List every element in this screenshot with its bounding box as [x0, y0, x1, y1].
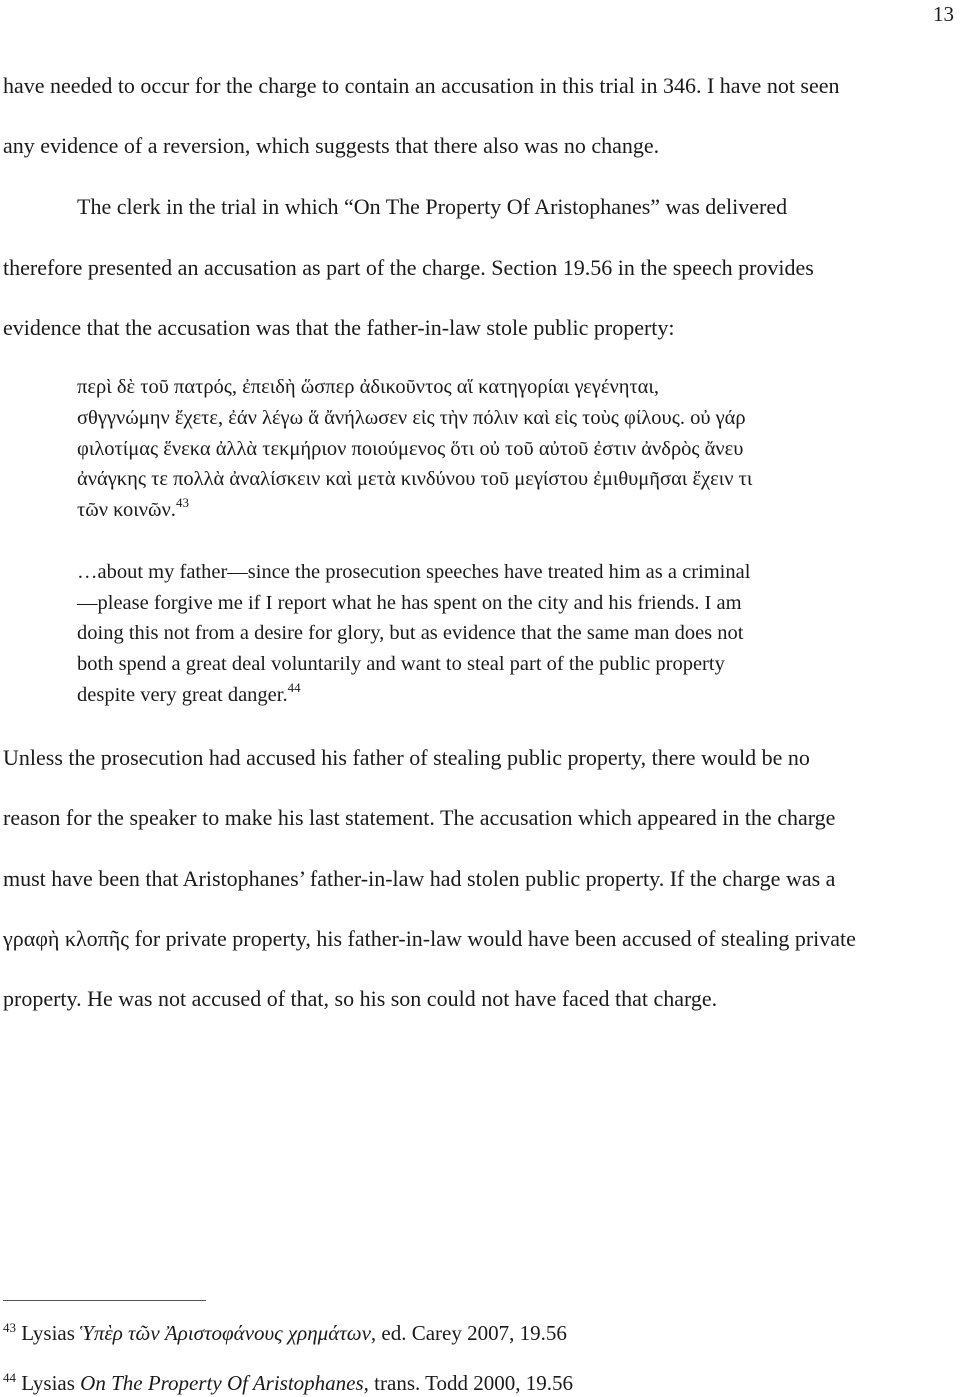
quote-line: ἀνάγκης τε πολλὰ ἀναλίσκειν καὶ μετὰ κινδύνου τοῦ μεγίστου ἐμιθυμῆσαι ἔχειν τι [77, 468, 753, 490]
text-line: must have been that Aristophanes’ father-in-law had stolen public property. If the charge was a [3, 866, 836, 891]
footnote-text: , trans. Todd 2000, 19.56 [363, 1371, 573, 1395]
text-line: Unless the prosecution had accused his father of stealing public property, there would be no [3, 745, 810, 770]
footnote-43 [3, 1321, 567, 1346]
footnote-text: , ed. Carey 2007, 19.56 [370, 1321, 567, 1345]
quote-line: φιλοτίμας ἕνεκα ἀλλὰ τεκμήριον ποιούμενος ὅτι οὐ τοῦ αὐτοῦ ἐστιν ἀνδρὸς ἄνευ [77, 438, 744, 460]
quote-text: τῶν κοινῶν. [77, 499, 176, 521]
text-line: property. He was not accused of that, so his son could not have faced that charge. [3, 986, 718, 1011]
text-line: reason for the speaker to make his last statement. The accusation which appeared in the charge [3, 805, 836, 830]
quote-line [77, 680, 301, 707]
quote-line: both spend a great deal voluntarily and want to steal part of the public property [77, 653, 725, 675]
text-line: have needed to occur for the charge to contain an accusation in this trial in 346. I have not seen [3, 73, 840, 98]
page-number: 13 [933, 2, 954, 26]
quote-line: περὶ δὲ τοῦ πατρός, ἐπειδὴ ὥσπερ ἀδικοῦντος αἵ κατηγορίαι γεγένηται, [77, 376, 660, 398]
quote-line [77, 495, 189, 522]
text-line: evidence that the accusation was that the father-in-law stole public property: [3, 315, 675, 340]
text-line: γραφὴ κλοπῆς for private property, his father-in-law would have been accused of stealing private [3, 926, 856, 951]
quote-line: —please forgive me if I report what he has spent on the city and his friends. I am [77, 592, 742, 614]
quote-line: …about my father—since the prosecution speeches have treated him as a criminal [77, 561, 751, 583]
text-line: The clerk in the trial in which “On The Property Of Aristophanes” was delivered [77, 194, 788, 219]
footnote-number: 43 [3, 1320, 16, 1335]
footnote-ref-43[interactable]: 43 [175, 495, 189, 510]
footnote-ref-44[interactable]: 44 [287, 680, 301, 695]
footnote-text: Lysias [21, 1321, 81, 1345]
footnote-title: On The Property Of Aristophanes [80, 1371, 364, 1395]
footnote-number: 44 [3, 1370, 16, 1385]
text-line: any evidence of a reversion, which suggests that there also was no change. [3, 133, 660, 158]
footnote-text: Lysias [21, 1371, 81, 1395]
footnote-separator [3, 1300, 206, 1301]
footnote-title: Ὑπὲρ τῶν Ἀριστοφάνους χρημάτων [80, 1321, 371, 1345]
quote-text: despite very great danger. [77, 684, 288, 706]
footnote-44 [3, 1371, 573, 1396]
quote-line: doing this not from a desire for glory, but as evidence that the same man does not [77, 622, 744, 644]
quote-line: σθγγνώμην ἔχετε, ἐάν λέγω ἅ ἄνήλωσεν εἰς τὴν πόλιν καὶ εἰς τοὺς φίλους. οὐ γάρ [77, 407, 746, 429]
text-line: therefore presented an accusation as part of the charge. Section 19.56 in the speech provides [3, 255, 814, 280]
